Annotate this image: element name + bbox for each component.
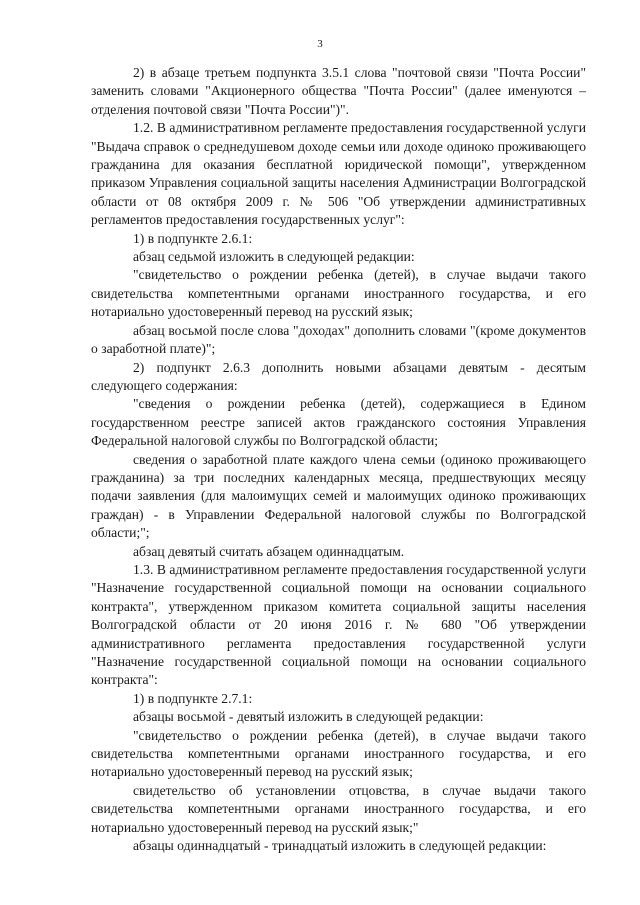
paragraph: 2) в абзаце третьем подпункта 3.5.1 слова "почтовой связи "Почта России" заменить словами "Акционерного общества "Почта России" (далее именуются – отделения почтовой связи "Почта России")". <box>91 65 586 117</box>
paragraph: свидетельство об установлении отцовства, в случае выдачи такого свидетельства компетентными органами иностранного государства, и его нотариально удостоверенный перевод на русский язык;" <box>91 782 586 835</box>
paragraph: абзацы восьмой - девятый изложить в следующей редакции: <box>133 709 484 725</box>
paragraph: 1.3. В административном регламенте предоставления государственной услуги "Назначение государственной социальной помощи на основании социального контракта", утвержденном приказом комитета социальной защиты населения Волгоградской области от 20 июня 2016 г. № 680 "Об утверждении административного регламента предоставления государственной услуги "Назначение государственной социальной помощи на основании социального контракта": <box>91 561 586 688</box>
paragraph: сведения о заработной плате каждого члена семьи (одиноко проживающего гражданина) за три последних календарных месяца, предшествующих месяцу подачи заявления (для малоимущих семей и малоимущих одиноко проживающих граждан) - в Управлении Федеральной налоговой службы по Волгоградской области;"; <box>91 451 586 541</box>
paragraph: "свидетельство о рождении ребенка (детей), в случае выдачи такого свидетельства компетентными органами иностранного государства, и его нотариально удостоверенный перевод на русский язык; <box>91 727 586 780</box>
paragraph: 2) подпункт 2.6.3 дополнить новыми абзацами девятым - десятым следующего содержания: <box>91 359 586 393</box>
paragraph: "свидетельство о рождении ребенка (детей), в случае выдачи такого свидетельства компетентными органами иностранного государства, и его нотариально удостоверенный перевод на русский язык; <box>91 267 586 320</box>
paragraph: 1.2. В административном регламенте предоставления государственной услуги "Выдача справок о среднедушевом доходе семьи или доходе одиноко проживающего гражданина для оказания бесплатной юридической помощи", утвержденном приказом Управления социальной защиты населения Администрации Волгоградской области от 08 октября 2009 г. № 506 "Об утверждении административных регламентов предоставления государственных услуг": <box>91 120 586 228</box>
paragraph: абзац седьмой изложить в следующей редакции: <box>133 249 415 265</box>
document-body <box>91 64 586 855</box>
paragraph: 1) в подпункте 2.7.1: <box>133 690 253 706</box>
paragraph: абзацы одиннадцатый - тринадцатый изложить в следующей редакции: <box>133 838 547 854</box>
page-number: 3 <box>317 38 323 50</box>
paragraph: 1) в подпункте 2.6.1: <box>133 230 253 246</box>
paragraph: "сведения о рождении ребенка (детей), содержащиеся в Едином государственном реестре записей актов гражданского состояния Управления Федеральной налоговой службы по Волгоградской области; <box>91 396 586 449</box>
paragraph: абзац девятый считать абзацем одиннадцатым. <box>133 543 405 559</box>
paragraph: абзац восьмой после слова "доходах" дополнить словами "(кроме документов о заработной плате)"; <box>91 322 586 357</box>
